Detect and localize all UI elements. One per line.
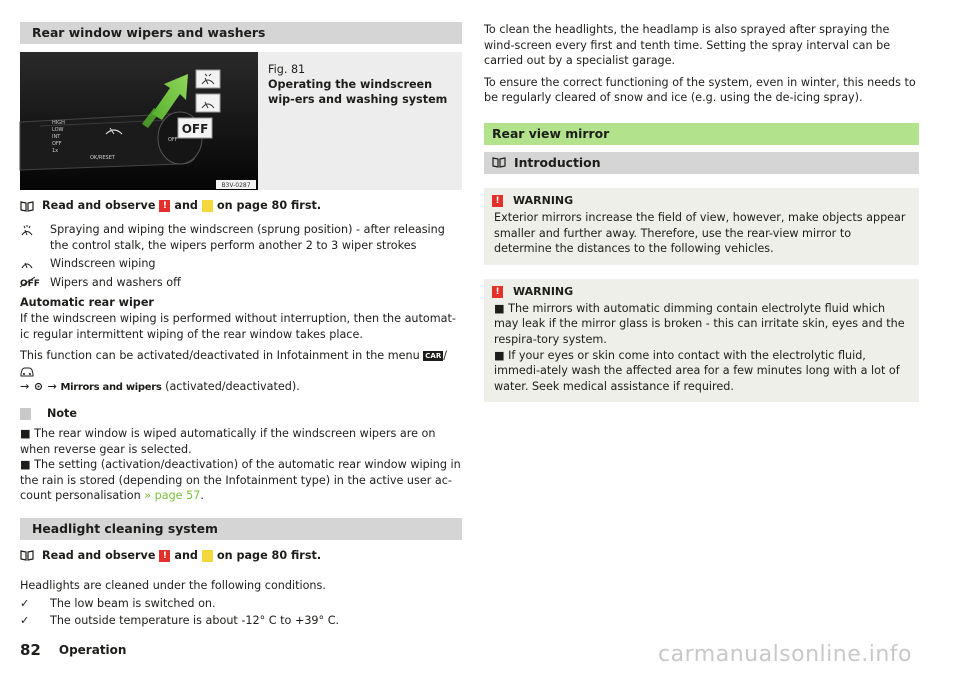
- car-button-icon: CAR: [425, 352, 442, 361]
- list-item: [20, 222, 462, 253]
- section-title-rear-wipers: Rear window wipers and washers: [20, 22, 462, 44]
- wiper-washer-icon: [20, 222, 50, 237]
- warning-icon: !: [492, 286, 503, 298]
- stalk-label: HIGH: [52, 120, 65, 126]
- footer-section: Operation: [58, 643, 127, 657]
- function-slash: /: [443, 349, 447, 363]
- warning-item: ■ If your eyes or skin come into contact with the electrolytic fluid, immedi-ately wash the affected area for a few minutes long with a lot of water. Seek medical assistance if required.: [494, 348, 900, 393]
- note-item-text: ■ The setting (activation/deactivation) of the automatic rear window wiping in the rain is stored (depending on the Infotainment type) in the active user ac-count personalisation: [20, 458, 461, 503]
- stalk-label: 1x: [52, 148, 59, 154]
- book-icon: [20, 550, 42, 561]
- warning-box: [484, 188, 919, 265]
- symbol-list: [20, 222, 462, 290]
- read-observe-suffix: on page 80 first.: [216, 199, 322, 213]
- read-observe-prefix: Read and observe: [42, 549, 156, 563]
- read-observe-row: [20, 198, 462, 214]
- check-icon: ✓: [20, 596, 30, 610]
- stalk-reset-label: OK/RESET: [90, 155, 115, 161]
- warning-box: [484, 279, 919, 403]
- warning-icon: !: [159, 550, 170, 562]
- stalk-off-label: OFF: [168, 137, 178, 143]
- list-item: [20, 256, 462, 272]
- section-title-rear-view-mirror: Rear view mirror: [484, 123, 919, 145]
- figure-title: Operating the windscreen wip-ers and washing system: [268, 78, 448, 106]
- subsection-introduction: [484, 152, 919, 174]
- page-number: 82: [20, 641, 41, 659]
- car-settings-icon: [20, 367, 34, 377]
- paragraph: To clean the headlights, the headlamp is also sprayed after spraying the wind-screen every first and tenth time. Setting the spray interval can be carried out by a specialist garage.: [484, 23, 891, 68]
- wipers-off-icon: [20, 275, 50, 290]
- figure-image: [20, 52, 258, 190]
- stalk-label: LOW: [52, 127, 64, 133]
- figure-code: B3V-0287: [221, 182, 251, 189]
- figure-number: Fig. 81: [268, 63, 306, 76]
- read-observe-and: and: [174, 199, 198, 213]
- watermark: carmanualsonline.info: [658, 642, 912, 667]
- warning-item: ■ The mirrors with automatic dimming contain electrolyte fluid which may leak if the mirror glass is broken - this can irritate skin, eyes and the respira-tory system.: [494, 301, 905, 346]
- windscreen-wiping-icon: [20, 256, 50, 271]
- function-paragraph: [20, 348, 462, 396]
- function-text-2: (activated/deactivated).: [165, 380, 300, 394]
- read-observe-row: [20, 548, 462, 564]
- page-link[interactable]: » page 57: [144, 489, 201, 503]
- warning-heading: [494, 194, 909, 208]
- wiper-stalk-illustration: [20, 52, 258, 190]
- list-item: [20, 275, 462, 291]
- note-icon: [202, 200, 213, 212]
- symbol-text: Wipers and washers off: [50, 275, 181, 289]
- right-column: [484, 22, 919, 402]
- list-item: [20, 596, 462, 612]
- book-icon: [492, 157, 506, 168]
- note-title: Note: [47, 407, 77, 421]
- check-icon: ✓: [20, 614, 30, 628]
- stalk-label: OFF: [52, 141, 62, 147]
- symbol-text: Spraying and wiping the windscreen (sprung position) - after releasing the control stalk, the wipers perform another 2 to 3 wiper strokes: [50, 223, 445, 252]
- warning-label: WARNING: [513, 194, 574, 208]
- condition-text: The low beam is switched on.: [50, 596, 216, 610]
- note-heading: [20, 406, 462, 422]
- note-body: [20, 426, 462, 504]
- arrow: →: [20, 380, 30, 394]
- conditions-intro: Headlights are cleaned under the following conditions.: [20, 578, 326, 592]
- settings-gear-icon: [33, 381, 44, 392]
- note-item: ■ The rear window is wiped automatically if the windscreen wipers are on when reverse gear is selected.: [20, 426, 436, 456]
- read-observe-suffix: on page 80 first.: [216, 549, 322, 563]
- note-item-end: .: [200, 489, 204, 503]
- figure-81: [20, 52, 462, 190]
- read-observe-and: and: [174, 549, 198, 563]
- read-observe-prefix: Read and observe: [42, 199, 156, 213]
- left-column: [20, 22, 462, 629]
- note-item: [20, 457, 462, 504]
- intro-title: Introduction: [514, 154, 601, 170]
- warning-icon: !: [159, 200, 170, 212]
- menu-item-mirrors-wipers: Mirrors and wipers: [60, 382, 162, 394]
- warning-icon: !: [492, 195, 503, 207]
- warning-heading: [494, 285, 909, 299]
- warning-text: Exterior mirrors increase the field of view, however, make objects appear smaller and further away. Therefore, use the rear-view mirror to determine the distances to the following vehicles.: [494, 210, 906, 256]
- note-icon: [20, 408, 31, 420]
- arrow: →: [47, 380, 57, 394]
- auto-rear-title: Automatic rear wiper: [20, 296, 154, 310]
- stalk-label: INT: [52, 134, 61, 140]
- section-title-headlight-cleaning: Headlight cleaning system: [20, 518, 462, 540]
- note-icon: [202, 550, 213, 562]
- off-label: OFF: [181, 122, 209, 136]
- auto-rear-text: If the windscreen wiping is performed without interruption, then the automat-ic regular intermittent wiping of the rear window takes place.: [20, 311, 456, 341]
- list-item: [20, 613, 462, 629]
- book-icon: [20, 201, 42, 212]
- warning-label: WARNING: [513, 284, 574, 298]
- page-footer: [20, 643, 126, 659]
- figure-caption: [258, 52, 462, 190]
- svg-text:OFF: OFF: [20, 279, 40, 290]
- condition-text: The outside temperature is about -12° C to +39° C.: [50, 614, 340, 628]
- function-text-1: This function can be activated/deactivated in Infotainment in the menu: [20, 349, 420, 363]
- paragraph: To ensure the correct functioning of the system, even in winter, this needs to be regularly cleared of snow and ice (e.g. using the de-icing spray).: [484, 75, 916, 105]
- symbol-text: Windscreen wiping: [50, 257, 156, 271]
